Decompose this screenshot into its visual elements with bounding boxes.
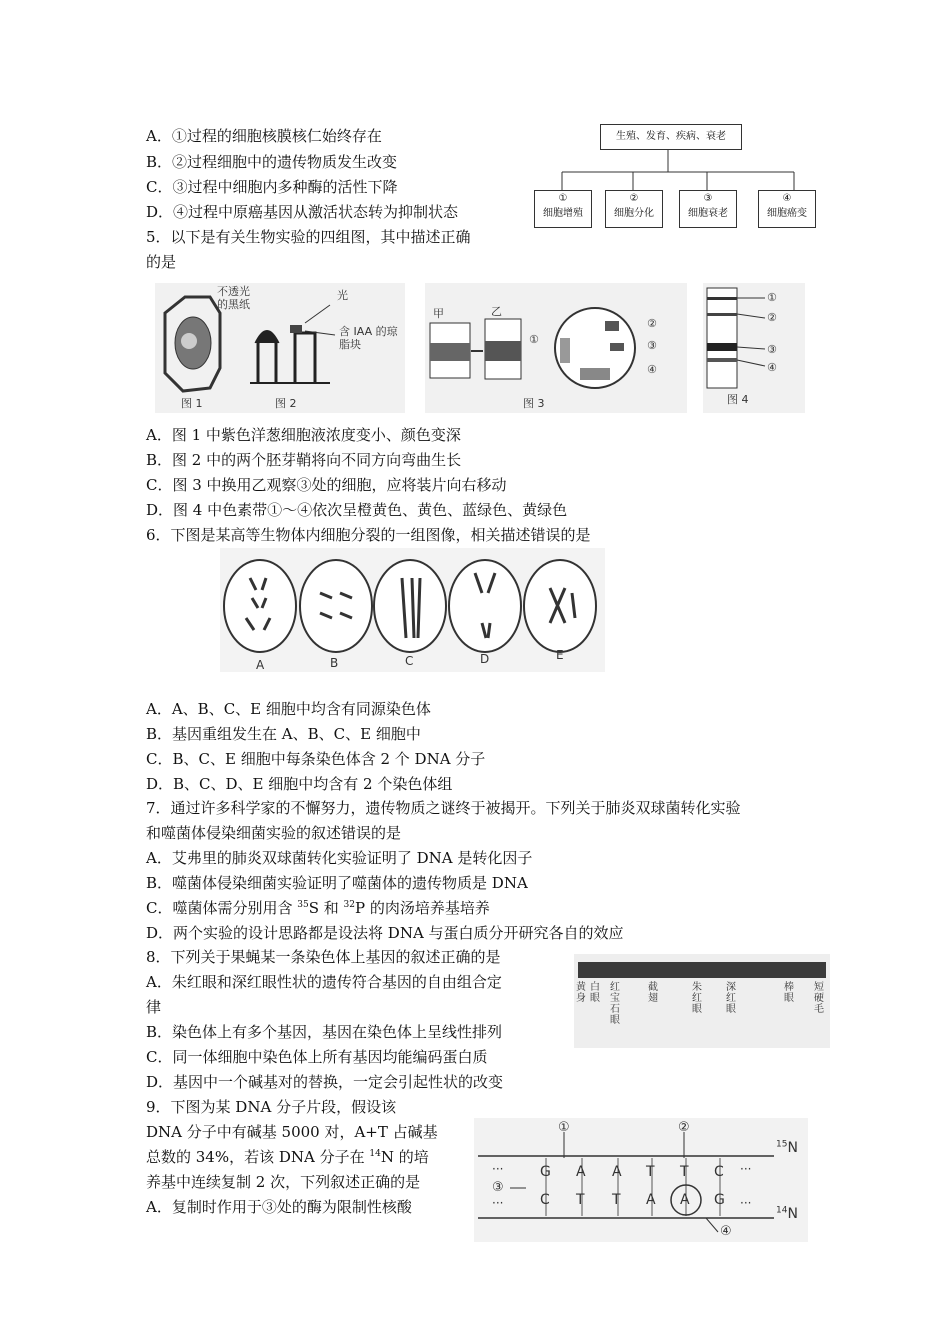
q9-dots-bottom: ···: [492, 1196, 504, 1210]
q9-dots-top-right: ···: [740, 1162, 752, 1176]
q4-box-1-num: ①: [558, 193, 568, 204]
fig2-label: 图 2: [275, 397, 297, 410]
q9-n14-n: N: [787, 1206, 798, 1222]
q7-option-c-part2: S 和: [308, 899, 344, 917]
q8-option-a-line1: A．朱红眼和深红眼性状的遗传符合基因的自由组合定: [146, 973, 502, 991]
q9-option-a: A．复制时作用于③处的酶为限制性核酸: [146, 1198, 412, 1216]
fig3-yi-label: 乙: [491, 305, 502, 318]
fig2-paper-label: 不透光的黑纸: [217, 285, 250, 311]
q4-box-3: [679, 190, 737, 228]
q5-option-b: B．图 2 中的两个胚芽鞘将向不同方向弯曲生长: [146, 451, 462, 469]
fig4-num2: ②: [767, 311, 777, 324]
q6-option-c: C．B、C、E 细胞中每条染色体含 2 个 DNA 分子: [146, 750, 486, 768]
fig4-num4: ④: [767, 361, 777, 374]
q4-top-label: 生殖、发育、疾病、衰老: [616, 131, 726, 142]
q9-stem-line4: 养基中连续复制 2 次，下列叙述正确的是: [146, 1173, 421, 1191]
q9-mark-1: ①: [558, 1120, 570, 1135]
q9-mark-2: ②: [678, 1120, 690, 1135]
base-top-4: T: [646, 1164, 655, 1180]
q7-sup-32: 32: [343, 900, 355, 910]
base-bottom-5: A: [680, 1192, 690, 1208]
q5-option-a: A．图 1 中紫色洋葱细胞液浓度变小、颜色变深: [146, 426, 461, 444]
q4-box-1-label: 细胞增殖: [543, 208, 583, 219]
q9-n14-sup: 14: [776, 1205, 788, 1216]
q5-stem-line1: 5．以下是有关生物实验的四组图，其中描述正确: [146, 228, 471, 246]
q5-option-d: D．图 4 中色素带①～④依次呈橙黄色、黄色、蓝绿色、黄绿色: [146, 501, 568, 519]
q6-cell-figure: [220, 548, 605, 672]
q9-stem-line2: DNA 分子中有碱基 5000 对，A+T 占碱基: [146, 1123, 438, 1141]
q6-option-b: B．基因重组发生在 A、B、C、E 细胞中: [146, 725, 421, 743]
q6-option-a: A．A、B、C、E 细胞中均含有同源染色体: [146, 700, 431, 718]
q4-box-3-label: 细胞衰老: [688, 208, 728, 219]
q9-dna-diagram: [474, 1118, 808, 1242]
q4-box-1: [534, 190, 592, 228]
fig3-num2: ②: [647, 317, 657, 330]
q4-box-3-num: ③: [703, 193, 713, 204]
fig3-num3: ③: [647, 339, 657, 352]
fig3-num4: ④: [647, 363, 657, 376]
base-bottom-4: A: [646, 1192, 656, 1208]
q9-n15-sup: 15: [776, 1139, 788, 1150]
fig3-label: 图 3: [523, 397, 545, 410]
q9-stem-line3-a: 总数的 34%，若该 DNA 分子在: [146, 1148, 370, 1166]
q6-cell-a-label: A: [256, 658, 265, 672]
fig4-num1: ①: [767, 291, 777, 304]
q4-box-4-num: ④: [782, 193, 792, 204]
gene-4: 截翅: [648, 982, 658, 1004]
q7-stem-line1: 7．通过许多科学家的不懈努力，遗传物质之谜终于被揭开。下列关于肺炎双球菌转化实验: [146, 799, 741, 817]
q8-chromosome-map: [574, 954, 830, 1048]
q7-sup-35: 35: [297, 900, 309, 910]
q8-option-d: D．基因中一个碱基对的替换，一定会引起性状的改变: [146, 1073, 504, 1091]
fig2-light-label: 光: [337, 289, 348, 302]
q9-dna-lines: [474, 1118, 808, 1242]
gene-3: 红宝石眼: [610, 982, 620, 1026]
q6-option-d: D．B、C、D、E 细胞中均含有 2 个染色体组: [146, 775, 453, 793]
q9-mark-4: ④: [720, 1224, 732, 1239]
q6-cell-b-label: B: [330, 656, 339, 670]
gene-2: 白眼: [590, 982, 600, 1004]
fig1-label: 图 1: [181, 397, 203, 410]
q6-cell-c-label: C: [405, 654, 414, 668]
base-top-5: T: [680, 1164, 689, 1180]
q4-box-2-label: 细胞分化: [614, 208, 654, 219]
gene-6: 深红眼: [726, 982, 736, 1015]
base-top-1: G: [540, 1164, 551, 1180]
gene-8: 短硬毛: [814, 982, 824, 1015]
gene-1: 黄身: [576, 982, 586, 1004]
q9-n15-label: [776, 1140, 798, 1156]
q5-figures: [155, 283, 805, 413]
gene-5: 朱红眼: [692, 982, 702, 1015]
q4-option-a: A．①过程的细胞核膜核仁始终存在: [146, 127, 382, 145]
fig4-label: 图 4: [727, 393, 749, 406]
q4-top-box: [600, 124, 742, 150]
q9-n14-label: [776, 1206, 798, 1222]
q9-sup-14: 14: [369, 1149, 381, 1159]
q7-option-c-part1: C．噬菌体需分别用含: [146, 899, 298, 917]
q9-stem-line3-b: N 的培: [380, 1148, 429, 1166]
fig4-num3: ③: [767, 343, 777, 356]
q4-box-4: [758, 190, 816, 228]
q7-stem-line2: 和噬菌体侵染细菌实验的叙述错误的是: [146, 824, 402, 842]
q9-stem-line1: 9．下图为某 DNA 分子片段，假设该: [146, 1098, 397, 1116]
q4-box-2-num: ②: [629, 193, 639, 204]
base-top-3: A: [612, 1164, 622, 1180]
q4-box-2: [605, 190, 663, 228]
q7-option-d: D．两个实验的设计思路都是设法将 DNA 与蛋白质分开研究各自的效应: [146, 924, 624, 942]
q4-option-c: C．③过程中细胞内多种酶的活性下降: [146, 178, 398, 196]
fig3-num1: ①: [529, 333, 539, 346]
q6-stem: 6．下图是某高等生物体内细胞分裂的一组图像，相关描述错误的是: [146, 526, 591, 544]
q8-chromosome-bar: [578, 962, 826, 978]
q5-option-c: C．图 3 中换用乙观察③处的细胞，应将装片向右移动: [146, 476, 507, 494]
q9-stem-line3: [146, 1147, 429, 1167]
q9-n15-n: N: [787, 1140, 798, 1156]
q7-option-c: [146, 898, 490, 918]
base-bottom-1: C: [540, 1192, 550, 1208]
q7-option-a: A．艾弗里的肺炎双球菌转化实验证明了 DNA 是转化因子: [146, 849, 533, 867]
base-bottom-6: G: [714, 1192, 725, 1208]
q6-cell-e-label: E: [556, 648, 564, 662]
q6-cell-d-label: D: [480, 652, 490, 666]
q5-stem-line2: 的是: [146, 253, 177, 271]
q9-dots-top: ···: [492, 1162, 504, 1176]
q4-option-b: B．②过程细胞中的遗传物质发生改变: [146, 153, 398, 171]
q4-box-4-label: 细胞癌变: [767, 208, 807, 219]
base-bottom-3: T: [612, 1192, 621, 1208]
q7-option-b: B．噬菌体侵染细菌实验证明了噬菌体的遗传物质是 DNA: [146, 874, 528, 892]
base-top-6: C: [714, 1164, 724, 1180]
fig3-jia-label: 甲: [433, 307, 444, 320]
q4-option-d: D．④过程中原癌基因从激活状态转为抑制状态: [146, 203, 459, 221]
q9-mark-3: ③: [492, 1180, 504, 1195]
q8-option-b: B．染色体上有多个基因，基因在染色体上呈线性排列: [146, 1023, 503, 1041]
q8-option-c: C．同一体细胞中染色体上所有基因均能编码蛋白质: [146, 1048, 488, 1066]
q4-flow-diagram: [530, 120, 820, 240]
q9-dots-bottom-right: ···: [740, 1196, 752, 1210]
q8-stem: 8．下列关于果蝇某一条染色体上基因的叙述正确的是: [146, 948, 501, 966]
fig2-agar-label: 含 IAA 的琼脂块: [339, 325, 398, 351]
base-top-2: A: [576, 1164, 586, 1180]
gene-7: 棒眼: [784, 982, 794, 1004]
q8-option-a-line2: 律: [146, 998, 162, 1016]
base-bottom-2: T: [576, 1192, 585, 1208]
q7-option-c-part3: P 的肉汤培养基培养: [354, 899, 490, 917]
